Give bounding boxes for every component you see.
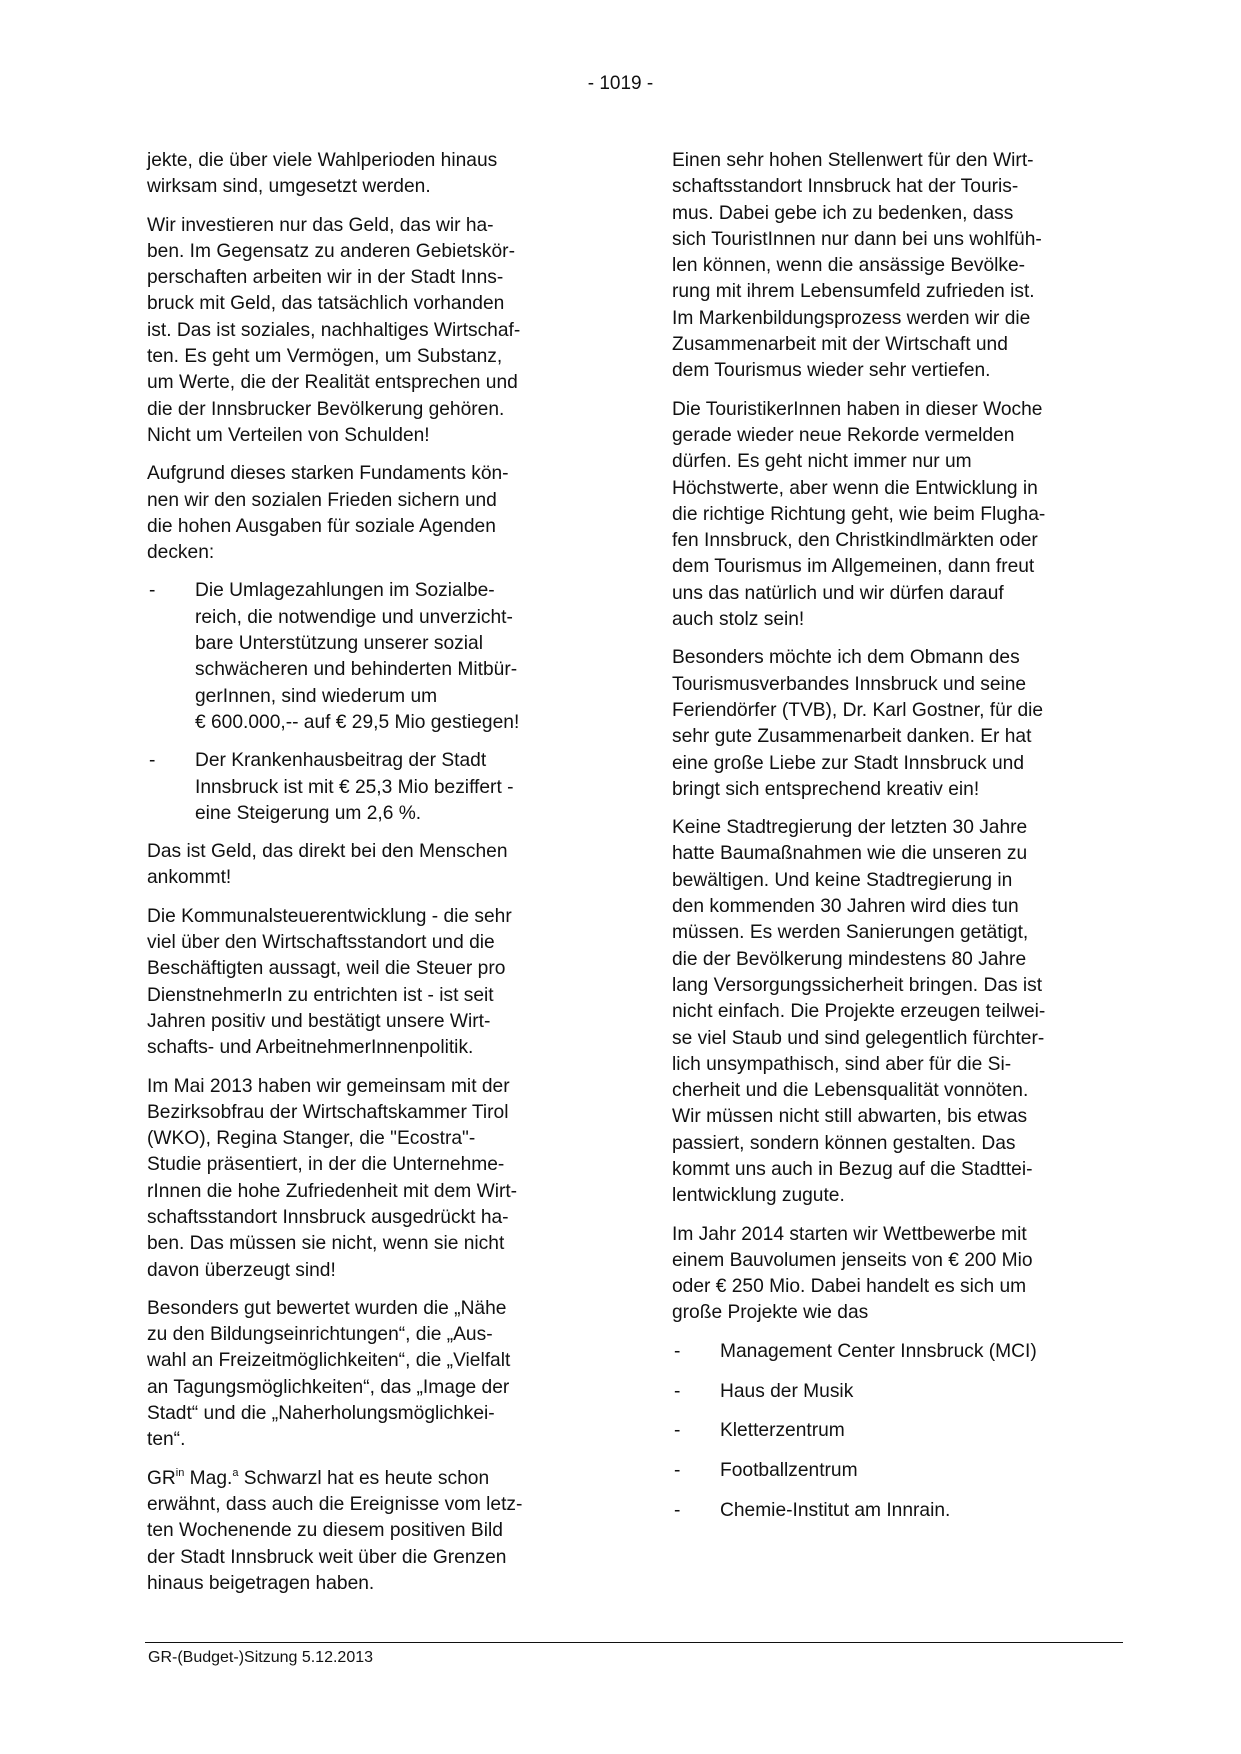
text-line: bruck mit Geld, das tatsächlich vorhanden [147, 293, 505, 315]
dash-bullet-icon: - [149, 750, 156, 772]
paragraph [147, 213, 607, 450]
project-list-item [672, 1418, 1132, 1444]
dash-bullet-icon: - [149, 580, 156, 602]
text-line: rung mit ihrem Lebensumfeld zufrieden ist. [672, 281, 1035, 303]
project-label: Kletterzentrum [720, 1420, 845, 1442]
page-number: - 1019 - [587, 73, 654, 94]
right-column [672, 148, 1132, 1538]
paragraph [672, 815, 1132, 1209]
text-line: rInnen die hohe Zufriedenheit mit dem Wirt- [147, 1180, 518, 1202]
text-line: se viel Staub und sind gelegentlich fürchter- [672, 1027, 1045, 1049]
left-column [147, 148, 607, 1609]
project-label: Management Center Innsbruck (MCI) [720, 1340, 1037, 1362]
text-line: Jahren positiv und bestätigt unsere Wirt- [147, 1010, 491, 1032]
dash-bullet-icon: - [674, 1340, 681, 1362]
text-line: die der Innsbrucker Bevölkerung gehören. [147, 398, 505, 420]
superscript: a [232, 1466, 239, 1479]
text-line: Nicht um Verteilen von Schulden! [147, 424, 430, 446]
paragraph [672, 645, 1132, 803]
text-line: sich TouristInnen nur dann bei uns wohlfüh- [672, 228, 1042, 250]
text-line: Wir müssen nicht still abwarten, bis etwas [672, 1106, 1028, 1128]
text-line: Tourismusverbandes Innsbruck und seine [672, 673, 1027, 695]
text-line: gerInnen, sind wiederum um [195, 685, 438, 707]
footer-session-label: GR-(Budget-)Sitzung 5.12.2013 [148, 1649, 374, 1666]
text-line: Höchstwerte, aber wenn die Entwicklung in [672, 477, 1038, 499]
text-line: Im Jahr 2014 starten wir Wettbewerbe mit [672, 1223, 1027, 1245]
text-line: Innsbruck ist mit € 25,3 Mio beziffert - [195, 776, 514, 798]
text-line: mus. Dabei gebe ich zu bedenken, dass [672, 202, 1014, 224]
text-line: Die Kommunalsteuerentwicklung - die sehr [147, 905, 512, 927]
paragraph [672, 148, 1132, 385]
text-line: Die Umlagezahlungen im Sozialbe- [195, 580, 495, 602]
text-line: Keine Stadtregierung der letzten 30 Jahre [672, 817, 1028, 839]
text-line: passiert, sondern können gestalten. Das [672, 1132, 1016, 1154]
paragraph [147, 461, 607, 566]
text-line: schaftsstandort Innsbruck ausgedrückt ha- [147, 1206, 509, 1228]
text-line: (WKO), Regina Stanger, die "Ecostra"- [147, 1128, 476, 1150]
text-line: gerade wieder neue Rekorde vermelden [672, 424, 1015, 446]
text-line: die richtige Richtung geht, wie beim Flugha- [672, 503, 1046, 525]
text-line: Im Markenbildungsprozess werden wir die [672, 307, 1031, 329]
text-line: bringt sich entsprechend kreativ ein! [672, 778, 980, 800]
footer-divider [145, 1642, 1123, 1643]
paragraph [672, 1222, 1132, 1327]
text-line: viel über den Wirtschaftsstandort und die [147, 932, 495, 954]
paragraph [147, 839, 607, 892]
text-line: nicht einfach. Die Projekte erzeugen teilwei- [672, 1001, 1046, 1023]
text-line: Beschäftigten aussagt, weil die Steuer pro [147, 958, 506, 980]
project-label: Haus der Musik [720, 1380, 854, 1402]
paragraph [147, 148, 607, 201]
text-line: ten“. [147, 1429, 186, 1451]
text-line: lich unsympathisch, sind aber für die Si- [672, 1053, 1012, 1075]
text-line: lentwicklung zugute. [672, 1185, 845, 1207]
text-line: Im Mai 2013 haben wir gemeinsam mit der [147, 1075, 510, 1097]
text-line: dem Tourismus im Allgemeinen, dann freut [672, 556, 1035, 578]
text-line: um Werte, die der Realität entsprechen und [147, 372, 518, 394]
text-line: ben. Im Gegensatz zu anderen Gebietskör- [147, 240, 515, 262]
text-line: die hohen Ausgaben für soziale Agenden [147, 515, 496, 537]
text-line: Studie präsentiert, in der die Unternehme- [147, 1154, 505, 1176]
text-line: eine große Liebe zur Stadt Innsbruck und [672, 752, 1024, 774]
dash-bullet-icon: - [674, 1460, 681, 1482]
paragraph [147, 1466, 607, 1597]
text-line: bare Unterstützung unserer sozial [195, 633, 483, 655]
bullet-item [147, 748, 607, 827]
text-line: hinaus beigetragen haben. [147, 1572, 375, 1594]
text-line: ten. Es geht um Vermögen, um Substanz, [147, 346, 503, 368]
paragraph [672, 397, 1132, 634]
text-line: decken: [147, 542, 215, 564]
text-line: sehr gute Zusammenarbeit danken. Er hat [672, 726, 1032, 748]
paragraph [147, 904, 607, 1062]
text-line: ben. Das müssen sie nicht, wenn sie nicht [147, 1233, 505, 1255]
text-fragment: Schwarzl hat es heute schon [238, 1467, 490, 1489]
text-line: wirksam sind, umgesetzt werden. [147, 176, 431, 198]
text-line: schafts- und ArbeitnehmerInnenpolitik. [147, 1037, 474, 1059]
dash-bullet-icon: - [674, 1499, 681, 1521]
text-line: reich, die notwendige und unverzicht- [195, 606, 513, 628]
project-list-item [672, 1458, 1132, 1484]
text-line: Wir investieren nur das Geld, das wir ha- [147, 214, 494, 236]
project-label: Chemie-Institut am Innrain. [720, 1499, 951, 1521]
text-line [147, 1466, 607, 1492]
text-line: bewältigen. Und keine Stadtregierung in [672, 869, 1013, 891]
text-line: Feriendörfer (TVB), Dr. Karl Gostner, für die [672, 699, 1044, 721]
paragraph [147, 1296, 607, 1454]
text-line: dem Tourismus wieder sehr vertiefen. [672, 360, 991, 382]
text-line: schwächeren und behinderten Mitbür- [195, 659, 518, 681]
text-line: müssen. Es werden Sanierungen getätigt, [672, 922, 1029, 944]
text-line: ankommt! [147, 867, 232, 889]
text-line: hatte Baumaßnahmen wie die unseren zu [672, 843, 1028, 865]
text-line: Das ist Geld, das direkt bei den Menschen [147, 841, 508, 863]
text-line: Zusammenarbeit mit der Wirtschaft und [672, 334, 1008, 356]
text-line: ist. Das ist soziales, nachhaltiges Wirtschaf- [147, 319, 521, 341]
text-line: Besonders möchte ich dem Obmann des [672, 647, 1020, 669]
text-line: auch stolz sein! [672, 609, 805, 631]
text-line: dürfen. Es geht nicht immer nur um [672, 451, 972, 473]
text-line: Einen sehr hohen Stellenwert für den Wirt- [672, 150, 1034, 171]
text-line: jekte, die über viele Wahlperioden hinaus [147, 150, 498, 171]
text-line: den kommenden 30 Jahren wird dies tun [672, 896, 1019, 918]
superscript: in [175, 1466, 185, 1479]
text-line: € 600.000,-- auf € 29,5 Mio gestiegen! [195, 711, 520, 733]
text-line: nen wir den sozialen Frieden sichern und [147, 489, 497, 511]
text-line: Stadt“ und die „Naherholungsmöglichkei- [147, 1403, 495, 1425]
text-line: oder € 250 Mio. Dabei handelt es sich um [672, 1276, 1027, 1298]
text-line: perschaften arbeiten wir in der Stadt Inns- [147, 267, 504, 289]
title-mag: Mag. [184, 1467, 233, 1489]
text-line: schaftsstandort Innsbruck hat der Touris- [672, 176, 1019, 198]
text-line: Die TouristikerInnen haben in dieser Woche [672, 398, 1043, 420]
text-line: len können, wenn die ansässige Bevölke- [672, 255, 1026, 277]
project-label: Footballzentrum [720, 1460, 858, 1482]
text-line: der Stadt Innsbruck weit über die Grenzen [147, 1546, 507, 1568]
bullet-item [147, 578, 607, 736]
text-line: Besonders gut bewertet wurden die „Nähe [147, 1297, 507, 1319]
text-line: uns das natürlich und wir dürfen darauf [672, 582, 1004, 604]
text-line: zu den Bildungseinrichtungen“, die „Aus- [147, 1324, 493, 1346]
text-line: erwähnt, dass auch die Ereignisse vom letz- [147, 1493, 523, 1515]
paragraph [147, 1074, 607, 1284]
text-line: Bezirksobfrau der Wirtschaftskammer Tirol [147, 1101, 509, 1123]
text-line: große Projekte wie das [672, 1302, 869, 1324]
text-line: davon überzeugt sind! [147, 1259, 336, 1281]
project-list-item [672, 1379, 1132, 1405]
project-list-item [672, 1339, 1132, 1365]
text-line: lang Versorgungssicherheit bringen. Das ist [672, 974, 1043, 996]
text-line: an Tagungsmöglichkeiten“, das „Image der [147, 1376, 510, 1398]
text-line: wahl an Freizeitmöglichkeiten“, die „Vielfalt [147, 1350, 511, 1372]
text-line: Aufgrund dieses starken Fundaments kön- [147, 463, 509, 485]
text-line: kommt uns auch in Bezug auf die Stadttei- [672, 1158, 1033, 1180]
dash-bullet-icon: - [674, 1420, 681, 1442]
text-line: DienstnehmerIn zu entrichten ist - ist seit [147, 984, 494, 1006]
text-line: ten Wochenende zu diesem positiven Bild [147, 1520, 503, 1542]
dash-bullet-icon: - [674, 1380, 681, 1402]
text-line: einem Bauvolumen jenseits von € 200 Mio [672, 1249, 1033, 1271]
text-line: fen Innsbruck, den Christkindlmärkten oder [672, 530, 1038, 552]
title-gr: GR [147, 1467, 176, 1489]
text-line: Der Krankenhausbeitrag der Stadt [195, 750, 487, 772]
text-line: die der Bevölkerung mindestens 80 Jahre [672, 948, 1027, 970]
text-line: eine Steigerung um 2,6 %. [195, 802, 422, 824]
text-line: cherheit und die Lebensqualität vonnöten. [672, 1080, 1029, 1102]
project-list-item [672, 1498, 1132, 1524]
